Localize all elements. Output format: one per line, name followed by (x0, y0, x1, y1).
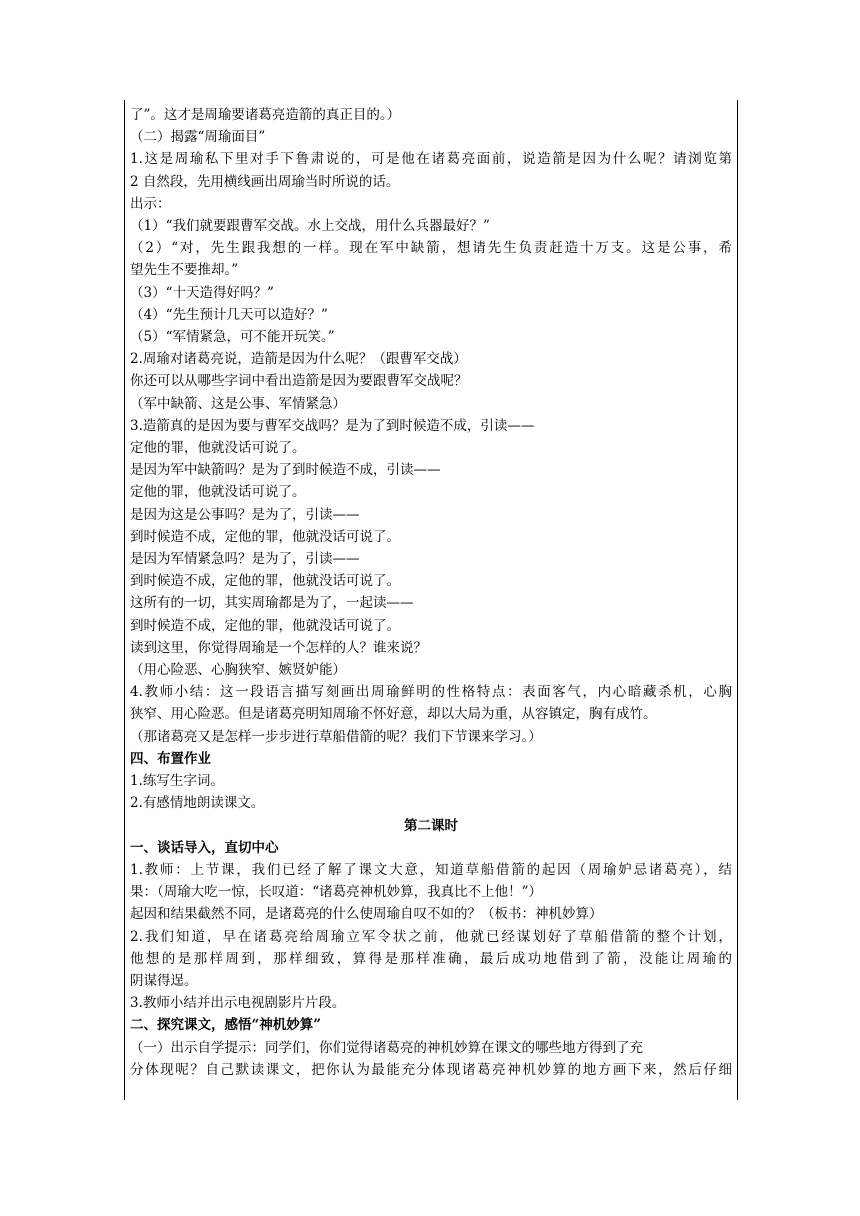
text-line: 是因为军情紧急吗？是为了，引读—— (130, 551, 360, 568)
text-line: 起因和结果截然不同，是诸葛亮的什么使周瑜自叹不如的？（板书：神机妙算） (130, 906, 603, 923)
text-line: 读到这里，你觉得周瑜是一个怎样的人？谁来说？ (130, 639, 427, 656)
text-line: 他想的是那样周到，那样细致，算得是那样准确，最后成功地借到了箭，没能让周瑜的 (130, 950, 732, 967)
text-line: （5）“军情紧急，可不能开玩笑。” (130, 329, 335, 346)
text-line: 望先生不要推却。” (130, 262, 239, 279)
text-line: 1.这是周瑜私下里对手下鲁肃说的，可是他在诸葛亮面前，说造箭是因为什么呢？请浏览第 (130, 151, 732, 168)
text-line: 3.教师小结并出示电视剧影片片段。 (130, 995, 346, 1012)
text-line: （1）“我们就要跟曹军交战。水上交战，用什么兵器最好？” (130, 218, 490, 235)
text-line: （一）出示自学提示：同学们，你们觉得诸葛亮的神机妙算在课文的哪些地方得到了充 (130, 1039, 643, 1056)
text-line: 是因为这是公事吗？是为了，引读—— (130, 506, 360, 523)
section-heading: 四、布置作业 (130, 750, 211, 767)
text-line: 定他的罪，他就没话可说了。 (130, 440, 306, 457)
text-line: 了”。这才是周瑜要诸葛亮造箭的真正目的。） (130, 107, 401, 123)
text-line: 果：（周瑜大吃一惊，长叹道：“诸葛亮神机妙算，我真比不上他！”） (130, 884, 543, 901)
text-line: 这所有的一切，其实周瑜都是为了，一起读—— (130, 595, 414, 612)
text-line: 2 自然段，先用横线画出周瑜当时所说的话。 (130, 173, 400, 190)
text-line: （用心险恶、心胸狭窄、嫉贤妒能） (130, 662, 346, 679)
text-line: 到时候造不成，定他的罪，他就没话可说了。 (130, 617, 400, 634)
text-line: 狭窄、用心险恶。但是诸葛亮明知周瑜不怀好意，却以大局为重，从容镇定，胸有成竹。 (130, 706, 657, 723)
section-heading: 一、谈话导入，直切中心 (130, 839, 279, 856)
text-line: 2.周瑜对诸葛亮说，造箭是因为什么呢？（跟曹军交战） (130, 351, 467, 368)
text-line: 你还可以从哪些字词中看出造箭是因为要跟曹军交战呢？ (130, 373, 468, 390)
text-line: 出示： (130, 195, 171, 212)
text-line: 分体现呢？自己默读课文，把你认为最能充分体现诸葛亮神机妙算的地方画下来，然后仔细 (130, 1061, 732, 1078)
section-heading: 二、探究课文，感悟“神机妙算” (130, 1017, 322, 1034)
text-line: （3）“十天造得好吗？” (130, 284, 274, 301)
document-body (130, 104, 732, 1081)
text-line: （那诸葛亮又是怎样一步步进行草船借箭的呢？我们下节课来学习。） (130, 728, 542, 745)
text-line: 1.教师：上节课，我们已经了解了课文大意，知道草船借箭的起因（周瑜妒忌诸葛亮），结 (130, 861, 732, 878)
text-line: 定他的罪，他就没话可说了。 (130, 484, 306, 501)
text-line: （4）“先生预计几天可以造好？” (130, 306, 328, 323)
text-line: 2.有感情地朗读课文。 (130, 795, 265, 812)
text-line: 1.练写生字词。 (130, 773, 224, 790)
text-line: （军中缺箭、这是公事、军情紧急） (130, 395, 346, 412)
text-line: 到时候造不成，定他的罪，他就没话可说了。 (130, 528, 400, 545)
text-line: 2.我们知道，早在诸葛亮给周瑜立军令状之前，他就已经谋划好了草船借箭的整个计划， (130, 928, 732, 945)
text-line: 到时候造不成，定他的罪，他就没话可说了。 (130, 573, 400, 590)
section-heading: 第二课时 (404, 817, 458, 834)
text-line: （二）揭露“周瑜面目” (130, 129, 266, 146)
text-line: 阴谋得逞。 (130, 972, 198, 989)
text-line: 3.造箭真的是因为要与曹军交战吗？是为了到时候造不成，引读—— (130, 417, 535, 434)
text-line: 4.教师小结：这一段语言描写刻画出周瑜鲜明的性格特点：表面客气，内心暗藏杀机，心胸 (130, 684, 732, 701)
text-line: （2）“对，先生跟我想的一样。现在军中缺箭，想请先生负责赶造十万支。这是公事，希 (130, 240, 732, 257)
text-line: 是因为军中缺箭吗？是为了到时候造不成，引读—— (130, 462, 441, 479)
